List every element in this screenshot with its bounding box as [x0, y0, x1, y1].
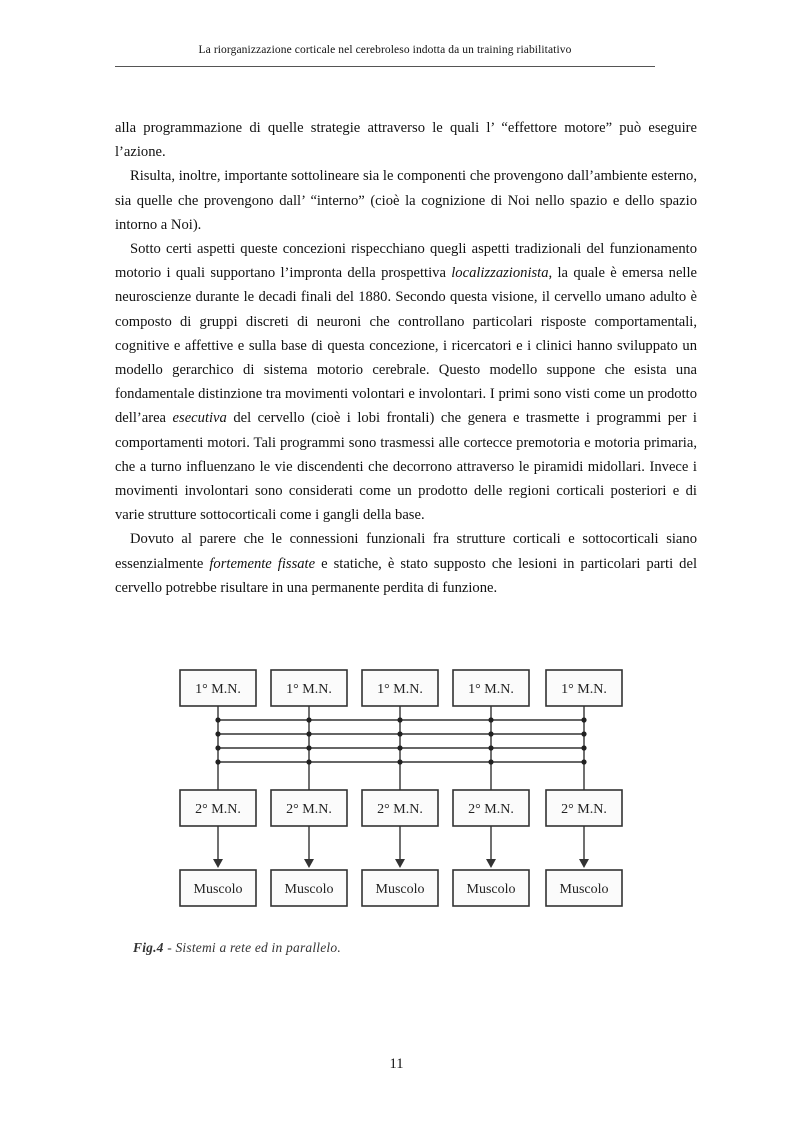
muscle-box-label: Muscolo	[193, 882, 243, 897]
first-motor-neuron-box-label: 1° M.N.	[561, 682, 607, 697]
second-motor-neuron-box-label: 2° M.N.	[377, 802, 423, 817]
body-text	[115, 116, 697, 600]
muscle-box-label: Muscolo	[466, 882, 516, 897]
second-motor-neuron-box-label: 2° M.N.	[195, 802, 241, 817]
network-node	[581, 717, 586, 722]
paragraph-4-text-b: e statiche, è stato supposto che lesioni in particolari parti del cervello potrebbe risultare in una permanente perdita di funzione.	[115, 555, 698, 596]
arrow-head-2	[304, 859, 314, 868]
arrow-head-3	[395, 859, 405, 868]
paragraph-4-text-a: Dovuto al parere che le connessioni funzionali fra strutture corticali e sottocorticali siano essenzialmente	[115, 531, 697, 572]
paragraph-3-text-c: del cervello (cioè i lobi frontali) che genera e trasmette i programmi per i comportamenti motori. Tali programmi sono trasmessi alle cortecce premotoria e motoria primaria, che a turno influenzano le vie discendenti che decorrono attraverso le piramidi midollari. Invece i movimenti involontari sono considerati come un prodotto delle regioni corticali posteriori e di varie strutture sottocorticali come i gangli della base.	[115, 410, 697, 524]
paragraph-3-text-b: , la quale è emersa nelle neuroscienze durante le decadi finali del 1880. Secondo questa visione, il cervello umano adulto è composto di gruppi discreti di neuroni che controllano particolari risposte comportamentali, cognitive e affettive e sulla base di questa concezione, i ricercatori e i clinici hanno sviluppato un modello gerarchico di sistema motorio cerebrale. Questo modello suppone che esista una fondamentale distinzione tra movimenti volontari e involontari. I primi sono visti come un prodotto dell’area	[115, 265, 698, 427]
muscle-box-label: Muscolo	[284, 882, 334, 897]
network-node	[306, 759, 311, 764]
network-node	[488, 731, 493, 736]
second-motor-neuron-box-label: 2° M.N.	[286, 802, 332, 817]
muscle-box-label: Muscolo	[559, 882, 609, 897]
network-node	[488, 745, 493, 750]
network-node	[215, 759, 220, 764]
first-motor-neuron-box-label: 1° M.N.	[195, 682, 241, 697]
network-node	[306, 745, 311, 750]
paragraph-4	[115, 527, 697, 600]
muscle-box-label: Muscolo	[375, 882, 425, 897]
network-node	[488, 717, 493, 722]
network-diagram	[128, 656, 648, 926]
paragraph-1: alla programmazione di quelle strategie attraverso le quali l’ “effettore motore” può eseguire l’azione.	[115, 120, 697, 161]
network-node	[215, 731, 220, 736]
second-motor-neuron-box-label: 2° M.N.	[561, 802, 607, 817]
header-rule	[115, 66, 655, 67]
network-diagram-svg	[128, 656, 648, 926]
arrow-head-5	[579, 859, 589, 868]
figure-caption	[133, 940, 341, 956]
term-esecutiva: esecutiva	[172, 410, 227, 427]
figure-caption-label: Fig.4	[133, 940, 164, 955]
network-node	[397, 745, 402, 750]
arrow-head-1	[213, 859, 223, 868]
network-node	[397, 731, 402, 736]
network-node	[397, 759, 402, 764]
page-number: 11	[389, 1056, 404, 1072]
first-motor-neuron-box-label: 1° M.N.	[377, 682, 423, 697]
term-localizzazionista: localizzazionista	[451, 265, 549, 282]
figure-caption-text: - Sistemi a rete ed in parallelo.	[163, 940, 341, 955]
network-node	[397, 717, 402, 722]
network-node	[488, 759, 493, 764]
network-node	[215, 745, 220, 750]
arrow-head-4	[486, 859, 496, 868]
network-node	[306, 731, 311, 736]
network-node	[306, 717, 311, 722]
network-node	[581, 759, 586, 764]
network-node	[581, 731, 586, 736]
paragraph-2: Risulta, inoltre, importante sottolineare sia le componenti che provengono dall’ambiente esterno, sia quelle che provengono dall’ “interno” (cioè la cognizione di Noi nello spazio e dello spazio intorno a Noi).	[115, 168, 697, 233]
paragraph-3	[115, 237, 697, 527]
running-header: La riorganizzazione corticale nel cerebroleso indotta da un training riabilitativo	[198, 44, 572, 56]
second-motor-neuron-box-label: 2° M.N.	[468, 802, 514, 817]
first-motor-neuron-box-label: 1° M.N.	[286, 682, 332, 697]
term-fortemente-fissate: fortemente fissate	[209, 555, 316, 572]
paragraph-3-text-a: Sotto certi aspetti queste concezioni rispecchiano quegli aspetti tradizionali del funzionamento motorio i quali supportano l’impronta della prospettiva	[115, 241, 697, 282]
network-node	[581, 745, 586, 750]
first-motor-neuron-box-label: 1° M.N.	[468, 682, 514, 697]
network-node	[215, 717, 220, 722]
